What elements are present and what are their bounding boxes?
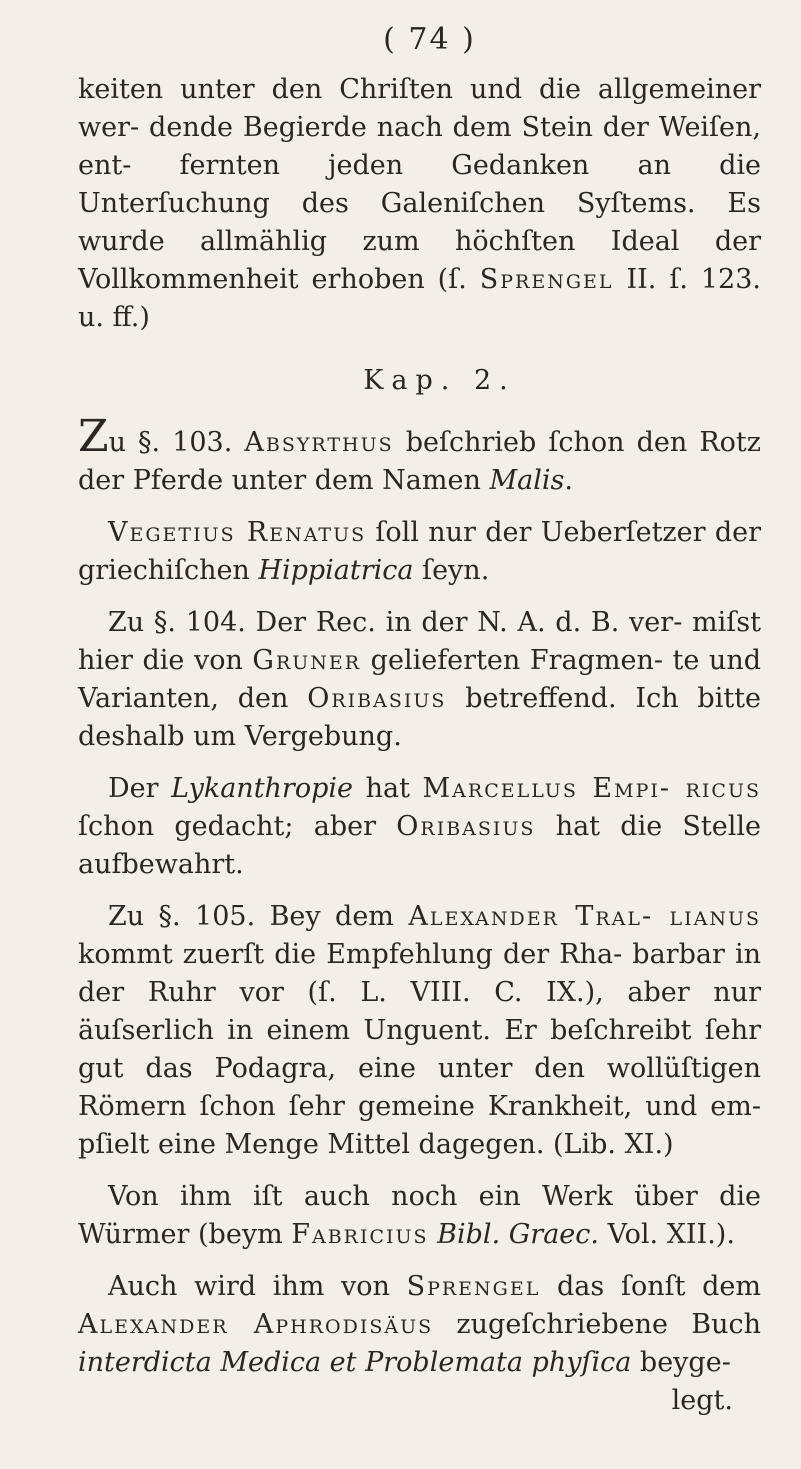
author-name-sprengel: Sprengel (406, 1271, 541, 1302)
paragraph-text: zugeſchriebene Buch (433, 1309, 761, 1340)
paragraph-text: Zu §. 104. Der Rec. in der N. A. d. B. ver- miſst hier die von (78, 607, 761, 676)
paragraph-text: Von ihm iſt auch noch ein Werk über die Würmer (beym (78, 1181, 761, 1250)
term-malis: Malis (489, 465, 565, 496)
paragraph-text: hat die Stelle aufbewahrt. (78, 811, 762, 880)
paragraph-text: ſeyn. (413, 555, 490, 586)
author-name-absyrthus: Absyrthus (244, 427, 394, 458)
paragraph-text: Der (108, 773, 172, 804)
paragraph-text: u §. 103. (108, 427, 245, 458)
paragraph-text: betreffend. Ich bitte deshalb um Vergebung. (78, 683, 762, 752)
drop-cap: Z (78, 411, 109, 462)
paragraph-text: II. ſ. 123. u. ff.) (78, 264, 761, 333)
paragraph-absyrthus (78, 411, 761, 500)
term-lykanthropie: Lykanthropie (171, 773, 353, 804)
author-name-sprengel: Sprengel (479, 264, 614, 295)
paragraph-text: ſoll nur der Ueberſetzer der griechiſchen (78, 517, 761, 586)
catchword: legt. (671, 1385, 733, 1416)
paragraph-vegetius (78, 514, 761, 590)
paragraph-section-105 (78, 898, 761, 1164)
paragraph-text: das ſonſt dem (540, 1271, 761, 1302)
author-name-alexander-trallianus: Alexander Tral- lianus (408, 901, 762, 932)
paragraph-text (429, 1219, 438, 1250)
term-bibl-graec: Bibl. Graec. (437, 1219, 599, 1250)
term-hippiatrica: Hippiatrica (258, 555, 414, 586)
chapter-heading: Kap. 2. (363, 365, 516, 396)
paragraph-text: gelieferten Fragmen- te und Varianten, den (78, 645, 761, 714)
author-name-marcellus: Marcellus Empi- ricus (422, 773, 761, 804)
paragraph-section-104 (78, 604, 761, 756)
paragraph-text: beyge- (631, 1347, 731, 1378)
paragraph-text: Vol. XII.). (599, 1219, 735, 1250)
author-name-oribasius: Oribasius (396, 811, 536, 842)
paragraph-galen-system (78, 71, 761, 337)
paragraph-text: keiten unter den Chriſten und die allgemeiner wer- dende Begierde nach dem Stein der Weiſen, ent- fernten jeden Gedanken an die Unterſuchung des Galeniſchen Syſtems. Es wurde allmählig zum höchſten Ideal der Vollkommenheit erhoben (ſ. (78, 74, 761, 295)
paragraph-text: . (564, 465, 573, 496)
paragraph-text: ſchon gedacht; aber (78, 811, 397, 842)
page-number: ( 74 ) (383, 22, 476, 57)
paragraph-lykanthropie (78, 770, 761, 884)
paragraph-text: kommt zuerſt die Empfehlung der Rha- barbar in der Ruhr vor (ſ. L. VIII. C. IX.), aber nur äuſserlich in einem Unguent. Er beſchreibt ſehr gut das Podagra, eine unter den wollüſtigen Römern ſchon ſehr gemeine Krankheit, und em- pſielt eine Menge Mittel dagegen. (Lib. XI.) (78, 939, 761, 1160)
paragraph-text: beſchrieb ſchon den Rotz der Pferde unter dem Namen (78, 427, 761, 496)
author-name-gruner: Gruner (252, 645, 362, 676)
paragraph-worms-work (78, 1178, 761, 1254)
author-name-alexander-aphrodisaeus: Alexander Aphrodisäus (78, 1309, 434, 1340)
author-name-oribasius: Oribasius (307, 683, 447, 714)
paragraph-text: Auch wird ihm von (108, 1271, 407, 1302)
paragraph-text: hat (353, 773, 423, 804)
paragraph-aphrodisaeus (78, 1268, 761, 1382)
author-name-vegetius: Vegetius Renatus (108, 517, 367, 548)
author-name-fabricius: Fabricius (291, 1219, 429, 1250)
paragraph-text: Zu §. 105. Bey dem (108, 901, 409, 932)
term-problemata: interdicta Medica et Problemata phyſica (78, 1347, 632, 1378)
